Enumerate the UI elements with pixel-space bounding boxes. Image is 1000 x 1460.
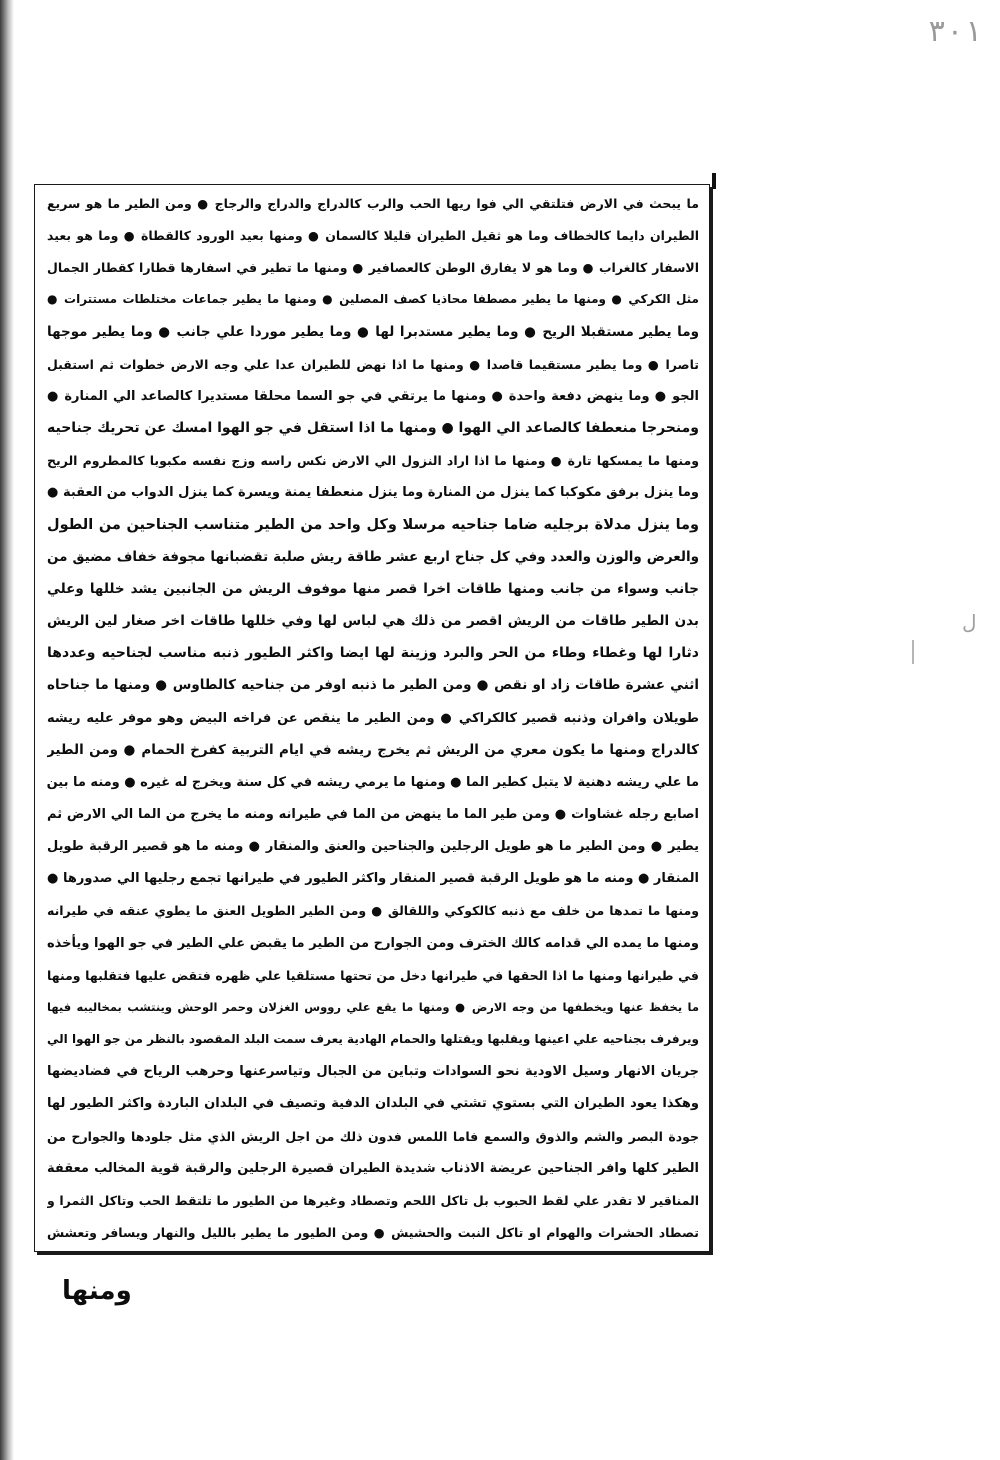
binding-shadow bbox=[0, 0, 14, 1460]
text-line: اثني عشرة طاقات زاد او نقص ● ومن الطير ما ذنبه اوفر من جناحيه كالطاوس ● ومنها ما جناحاه bbox=[47, 677, 699, 694]
text-line: بدن الطير طاقات من الريش اقصر من ذلك هي لباس لها وفي خللها طاقات اخر صغار لين الريش bbox=[47, 613, 699, 630]
text-line: المناقير لا تقدر علي لقط الحبوب بل تاكل اللحم وتصطاد وغيرها من الطيور ما تلتقط الحب وتاكل الثمرا و bbox=[47, 1192, 699, 1208]
text-line: وهكذا يعود الطيران التي بستوي تشتي في البلدان الدفية وتصيف في البلدان الباردة واكثر الطيور لها bbox=[47, 1096, 699, 1112]
text-line: تصطاد الحشرات والهوام او تاكل النبت والحشيش ● ومن الطيور ما يطير بالليل والنهار ويسافر وتعشش bbox=[47, 1225, 699, 1240]
text-line: ومنها ما يمده الي قدامه كالك الخترف ومن الجوارح من الطير ما يقبض علي الطير في جو الهوا ويأخذه bbox=[47, 935, 699, 951]
text-line: الاسفار كالغراب ● وما هو لا يفارق الوطن كالعصافير ● ومنها ما تطير في اسفارها قطارا كقطار الجمال bbox=[47, 260, 699, 276]
text-line: جودة البصر والشم والذوق والسمع فاما اللمس فدون ذلك من اجل الريش الذي مثل جلودها والجوارح من bbox=[47, 1128, 699, 1144]
text-line: وما ينزل مدلاة برجليه ضاما جناحيه مرسلا وكل واحد من الطير متناسب الجناحين من الطول bbox=[47, 516, 699, 533]
text-frame bbox=[34, 184, 710, 1252]
text-line: الطيران دايما كالخطاف وما هو ثقيل الطيران قليلا كالسمان ● ومنها بعيد الورود كالقطاة ● وما هو بعيد bbox=[47, 228, 699, 244]
text-line: ما يبحث في الارض فتلتقي الي فوا ريها الحب والرب كالدراج والدراج والرجاج ● ومن الطير ما هو سريع bbox=[47, 196, 699, 211]
text-line: وما ينزل برفق مكوكبا كما ينزل من المنارة وما ينزل منعطفا يمنة ويسرة كما ينزل الدواب من العقبة ● bbox=[47, 485, 699, 501]
text-line: ويرفرف بجناحيه علي اعينها ويقلبها ويقتلها والحمام الهادية يعرف سمت البلد المقصود بالنظر من جو الهوا الي bbox=[47, 1032, 699, 1047]
text-line: ومنها ما تمدها من خلف مع ذنبه كالكوكي واللقالق ● ومن الطير الطويل العنق ما يطوي عنقه في طيرانه bbox=[47, 903, 699, 919]
text-line: جريان الانهار وسيل الاودية نحو السوادات وتباين من الجبال وتياسرعنها وحرهب الرياح في فضاديضها bbox=[47, 1064, 699, 1080]
text-line: المنقار ● ومنه ما هو طويل الرقبة قصير المنقار واكثر الطيور في طيرانها تجمع رجليها الي صدورها ● bbox=[47, 871, 699, 887]
text-line: اصابع رجله غشاوات ● ومن طير الما ما ينهض من الما في طيرانه ومنه ما يخرج من الما الي الارض ثم bbox=[47, 806, 699, 822]
text-line: الطير كلها وافر الجناحين عريضة الاذناب شديدة الطيران قصيرة الرجلين والرقبة قوية المخالب معقفة bbox=[47, 1160, 699, 1176]
text-line: ما يخفظ عنها ويخطفها من وجه الارض ● ومنها ما يقع علي رووس الغزلان وحمر الوحش وينتشب بمخاليبه فيها bbox=[47, 999, 699, 1014]
text-line: الجو ● وما ينهض دفعة واحدة ● ومنها ما يرتقي في جو السما محلقا مستديرا كالصاعد الي المنارة ● bbox=[47, 388, 699, 404]
text-line: تاصرا ● وما يطير مستقيما قاصدا ● ومنها ما اذا نهض للطيران عدا علي وجه الارض خطوات ثم استقبل bbox=[47, 356, 699, 372]
text-line: كالدراج ومنها ما يكون معري من الريش ثم يخرج ريشه في ايام التربية كفرخ الحمام ● ومن الطير bbox=[47, 741, 699, 758]
text-line: مثل الكركي ● ومنها ما يطير مصطفا محاذيا كصف المصلين ● ومنها ما يطير جماعات مختلطات مستترات ● bbox=[47, 292, 699, 307]
text-line: وما يطير مستقبلا الريح ● وما يطير مستدبرا لها ● وما يطير موردا علي جانب ● وما يطير موجها bbox=[47, 323, 699, 340]
catchword: ومنها bbox=[62, 1276, 132, 1306]
text-line: ومنها ما يمسكها تارة ● ومنها ما اذا اراد النزول الي الارض نكس راسه وزج نفسه مكبوبا كالمطروم الريح bbox=[47, 453, 699, 469]
text-line: والعرض والوزن والعدد وفي كل جناح اربع عشر طاقة ريش صلبة تقضبانها مجوفة خفاف مضيق من bbox=[47, 548, 699, 565]
frame-corner-mark bbox=[712, 173, 716, 189]
text-line: يطير ● ومن الطير ما هو طويل الرجلين والجناحين والعنق والمنقار ● ومنه ما هو قصير الرقبة طويل bbox=[47, 839, 699, 855]
text-line: ما علي ريشه دهنية لا يتبل كطير الما ● ومنها ما يرمي ريشه في كل سنة ويخرج له غيره ● ومنه ما بين bbox=[47, 774, 699, 790]
text-line: جانب وسواء من جانب ومنها طاقات اخرا قصر منها موفوف الريش من الجانبين يشد خللها وعلي bbox=[47, 580, 699, 597]
margin-tick bbox=[912, 640, 914, 664]
text-line: طويلان وافران وذنبه قصير كالكراكي ● ومن الطير ما ينقص عن فراخه البيض وهو موفر عليه ريشه bbox=[47, 710, 699, 726]
text-line: في طيرانها ومنها ما اذا الحقها في طيرانها دخل من تحتها مستلقيا علي ظهره فتقض عليها فتقلبها ومنها bbox=[47, 967, 699, 983]
folio-number: ٣٠١ bbox=[927, 14, 982, 49]
text-line: ومنحرجا منعطفا كالصاعد الي الهوا ● ومنها ما اذا استقل في جو الهوا امسك عن تحريك جناحيه bbox=[47, 420, 699, 437]
margin-annotation: ل bbox=[962, 610, 977, 634]
text-line: دثارا لها وغطاء وطاء من الحر والبرد وزينة لها ايضا واكثر الطيور ذنبه مناسب لجناحيه وعددها bbox=[47, 645, 699, 662]
text-block bbox=[47, 191, 699, 1245]
